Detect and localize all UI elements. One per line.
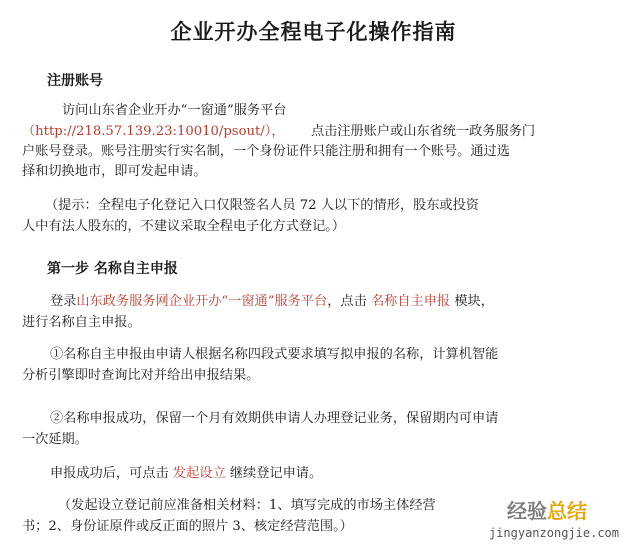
register-line-2	[22, 123, 535, 140]
initiate-setup-link[interactable]: 发起设立	[172, 466, 226, 481]
tip-line-2: 人中有法人股东的，不建议采取全程电子化方式登记。）	[22, 219, 346, 234]
register-line-4: 择和切换地市，即可发起申请。	[22, 164, 207, 179]
section-heading-register: 注册账号	[47, 73, 103, 89]
step1-p4-post: 继续登记申请。	[225, 466, 323, 481]
step1-para5-line2: 书；2、身份证原件或反正面的照片 3、核定经营范围。）	[22, 519, 353, 534]
step1-para4	[50, 465, 322, 482]
register-line-1: 访问山东省企业开办“一窗通”服务平台	[62, 103, 287, 118]
step1-p1-post: 模块，	[450, 294, 494, 309]
step1-para3-line2: 一次延期。	[22, 432, 88, 447]
register-line-2-rest: 点击注册账户或山东省统一政务服务门	[310, 124, 536, 139]
page-title: 企业开办全程电子化操作指南	[170, 20, 457, 44]
tip-line-1: （提示：全程电子化登记入口仅限签名人员 72 人以下的情形，股东或投资	[45, 198, 479, 213]
watermark-url: jingyanzongjie.com	[488, 526, 619, 540]
register-line-3: 户账号登录。账号注册实行实名制，一个身份证件只能注册和拥有一个账号。通过选	[22, 144, 510, 159]
section-heading-step1: 第一步 名称自主申报	[47, 261, 178, 277]
step1-p1-mid: ，点击	[327, 294, 371, 309]
platform-url-link[interactable]: （http://218.57.139.23:10010/psout/），	[22, 124, 285, 139]
name-declaration-module-link[interactable]: 名称自主申报	[371, 294, 451, 309]
watermark-logo-text: 经验总结	[507, 499, 587, 523]
step1-para1-line1	[50, 293, 494, 310]
step1-para3-line1: ②名称申报成功，保留一个月有效期供申请人办理登记业务，保留期内可申请	[50, 411, 499, 426]
step1-para1-line2: 进行名称自主申报。	[22, 315, 141, 330]
watermark	[477, 490, 627, 546]
platform-name-link[interactable]: 山东政务服务网企业开办“一窗通”服务平台	[76, 294, 328, 309]
step1-p4-pre: 申报成功后，可点击	[50, 466, 173, 481]
step1-para5-line1: （发起设立登记前应准备相关材料：1、填写完成的市场主体经营	[58, 498, 436, 513]
step1-para2-line1: ①名称自主申报由申请人根据名称四段式要求填写拟申报的名称，计算机智能	[50, 347, 499, 362]
step1-p1-pre: 登录	[50, 294, 77, 309]
step1-para2-line2: 分析引擎即时查询比对并给出申报结果。	[22, 368, 260, 383]
